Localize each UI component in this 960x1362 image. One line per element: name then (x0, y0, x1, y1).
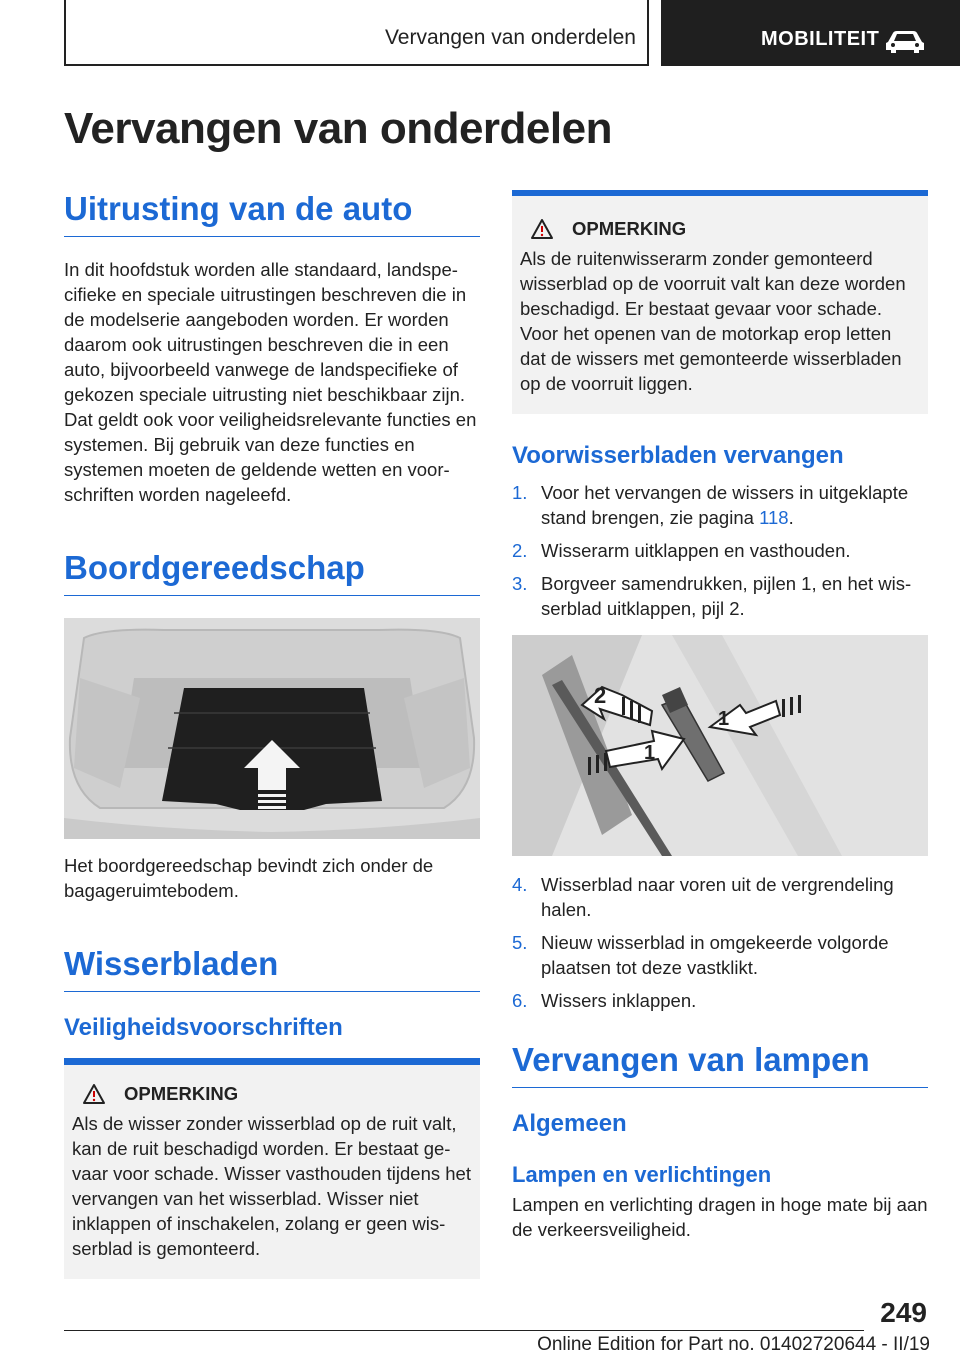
step-number: 6. (512, 990, 528, 1011)
list-item (512, 930, 928, 980)
heading-wisserbladen: Wisserbladen (64, 945, 480, 992)
trunk-illustration (64, 618, 480, 839)
step-number: 1. (512, 482, 528, 503)
subheading-algemeen: Algemeen (512, 1110, 627, 1137)
header-section-title: Vervangen van onderdelen (384, 26, 636, 49)
header-chapter-label: MOBILITEIT (761, 28, 880, 50)
paragraph-uitrusting: In dit hoofdstuk worden alle standaard, landspecifieke en speciale uitrustingen beschreven die in de modelserie aangeboden worden. Er worden daarom ook uitrustingen beschreven die in een auto, bijvoorbeeld vanwege de landspecifieke of gekozen speciale uitrusting niet beschikbaar zijn. Dat geldt ook voor veiligheidsrelevante functies en systemen. Bij gebruik van deze functies en systemen moeten de geldende wetten en voorschriften worden nageleefd. (64, 259, 477, 505)
page-number: 249 (880, 1297, 927, 1328)
heading-lampen: Vervangen van lampen (512, 1041, 928, 1088)
list-item (512, 480, 928, 530)
step-text-after: . (788, 507, 794, 528)
list-item (512, 988, 928, 1013)
step-number: 4. (512, 874, 528, 895)
heading-voorwisserbladen: Voorwisserbladen vervangen (512, 442, 844, 469)
step-text: Voor het vervangen de wissers in uitgeklapte stand brengen, zie pagina (541, 482, 909, 528)
page-link[interactable]: 118 (759, 507, 789, 528)
footer-divider (64, 1330, 864, 1331)
warning-icon (530, 218, 554, 240)
step-text: Wissers inklappen. (541, 990, 697, 1011)
step-number: 3. (512, 573, 528, 594)
steps-list-b (512, 872, 928, 1013)
heading-boordgereedschap: Boordgereedschap (64, 549, 480, 596)
note-title-right (520, 218, 920, 240)
trunk-drawing (64, 618, 480, 839)
list-item (512, 571, 928, 621)
note-title-text-left: OPMERKING (124, 1083, 239, 1104)
subheading-veiligheid: Veiligheidsvoorschriften (64, 1014, 343, 1041)
list-item (512, 538, 928, 563)
step-text: Wisserarm uitklappen en vasthouden. (541, 540, 851, 561)
wiper-illustration (512, 635, 928, 856)
page-title: Vervangen van onderdelen (64, 104, 612, 153)
step-number: 2. (512, 540, 528, 561)
arrow-label: 1 (718, 708, 730, 730)
arrow-label: 2 (594, 683, 607, 708)
car-icon (884, 28, 926, 54)
note-box-right (512, 190, 928, 414)
step-text: Nieuw wisserblad in omgekeerde volgorde plaatsen tot deze vastklikt. (541, 932, 889, 978)
left-column (64, 190, 480, 1279)
heading-uitrusting: Uitrusting van de auto (64, 190, 480, 237)
footer-edition: Online Edition for Part no. 01402720644 - II/19 (537, 1334, 930, 1355)
step-number: 5. (512, 932, 528, 953)
steps-list-a (512, 480, 928, 621)
step-text: Borgveer samendrukken, pijlen 1, en het wisserblad uitklappen, pijl 2. (541, 573, 912, 619)
note-box-left (64, 1058, 480, 1279)
paragraph-lampen: Lampen en verlichting dragen in hoge mate bij aan de verkeersveiligheid. (512, 1194, 928, 1240)
subsubheading-lampen: Lampen en verlichtingen (512, 1162, 772, 1187)
step-text: Wisserblad naar voren uit de vergrendeling halen. (541, 874, 894, 920)
note-title-left (72, 1083, 472, 1105)
list-item (512, 872, 928, 922)
note-body-right: Als de ruitenwisserarm zonder gemonteerd wisserblad op de voorruit valt kan deze worden beschadigd. Er bestaat gevaar voor schade. Voor het openen van de motorkap erop letten dat de wissers met gemonteerde wisserbladen op de voorruit liggen. (520, 248, 906, 394)
note-title-text-right: OPMERKING (572, 218, 687, 239)
warning-icon (82, 1083, 106, 1105)
arrow-label: 1 (644, 742, 656, 764)
right-column (512, 190, 928, 1242)
note-body-left: Als de wisser zonder wisserblad op de ruit valt, kan de ruit beschadigd worden. Er bestaat gevaar voor schade. Wisser vasthouden tijdens het vervangen van het wisserblad. Wisser niet inklappen of inschakelen, zolang er geen wisserblad is gemonteerd. (72, 1113, 471, 1259)
wiper-drawing (512, 635, 928, 856)
caption-boordgereedschap: Het boordgereedschap bevindt zich onder de bagageruimtebodem. (64, 855, 434, 901)
